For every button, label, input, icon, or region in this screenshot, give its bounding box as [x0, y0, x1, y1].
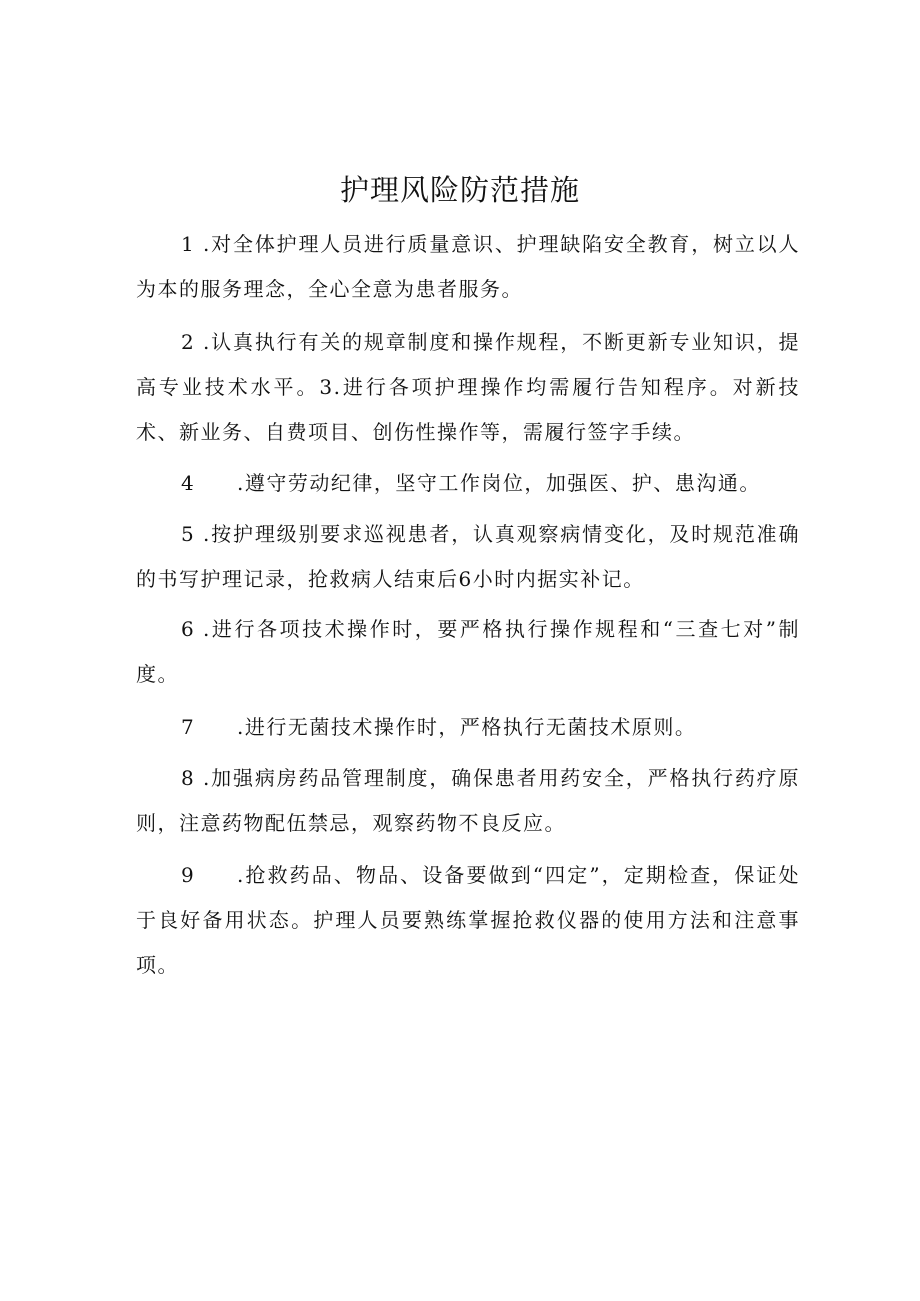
- item-number: 8: [181, 766, 196, 790]
- item-text: .进行各项技术操作时，要严格执行操作规程和“三查七对”制度。: [136, 617, 800, 686]
- item-text: .抢救药品、物品、设备要做到“四定”，定期检查，保证处于良好备用状态。护理人员要熟练掌握抢救仪器的使用方法和注意事项。: [136, 863, 800, 977]
- list-item-8: [136, 756, 800, 846]
- list-item-4: [136, 461, 800, 506]
- list-item-6: [136, 607, 800, 697]
- item-number: 6: [181, 617, 196, 641]
- list-item-1: [136, 222, 800, 312]
- list-item-2: [136, 320, 800, 455]
- list-item-7: [136, 705, 800, 750]
- item-number: 4: [181, 471, 196, 495]
- item-text: .按护理级别要求巡视患者，认真观察病情变化，及时规范准确的书写护理记录，抢救病人结束后6小时内据实补记。: [136, 522, 800, 591]
- item-text: .对全体护理人员进行质量意识、护理缺陷安全教育，树立以人为本的服务理念，全心全意为患者服务。: [136, 232, 800, 301]
- list-item-5: [136, 512, 800, 602]
- item-text: .认真执行有关的规章制度和操作规程，不断更新专业知识，提高专业技术水平。3.进行各项护理操作均需履行告知程序。对新技术、新业务、自费项目、创伤性操作等，需履行签字手续。: [136, 330, 800, 444]
- item-number: 1: [181, 232, 196, 256]
- item-text: .进行无菌技术操作时，严格执行无菌技术原则。: [237, 715, 697, 739]
- item-number: 7: [181, 715, 196, 739]
- item-text: .加强病房药品管理制度，确保患者用药安全，严格执行药疗原则，注意药物配伍禁忌，观察药物不良反应。: [136, 766, 800, 835]
- document-title: 护理风险防范措施: [339, 173, 580, 207]
- item-text: .遵守劳动纪律，坚守工作岗位，加强医、护、患沟通。: [237, 471, 761, 495]
- item-number: 2: [181, 330, 196, 354]
- list-item-9: [136, 853, 800, 988]
- item-number: 5: [181, 522, 196, 546]
- item-number: 9: [181, 863, 196, 887]
